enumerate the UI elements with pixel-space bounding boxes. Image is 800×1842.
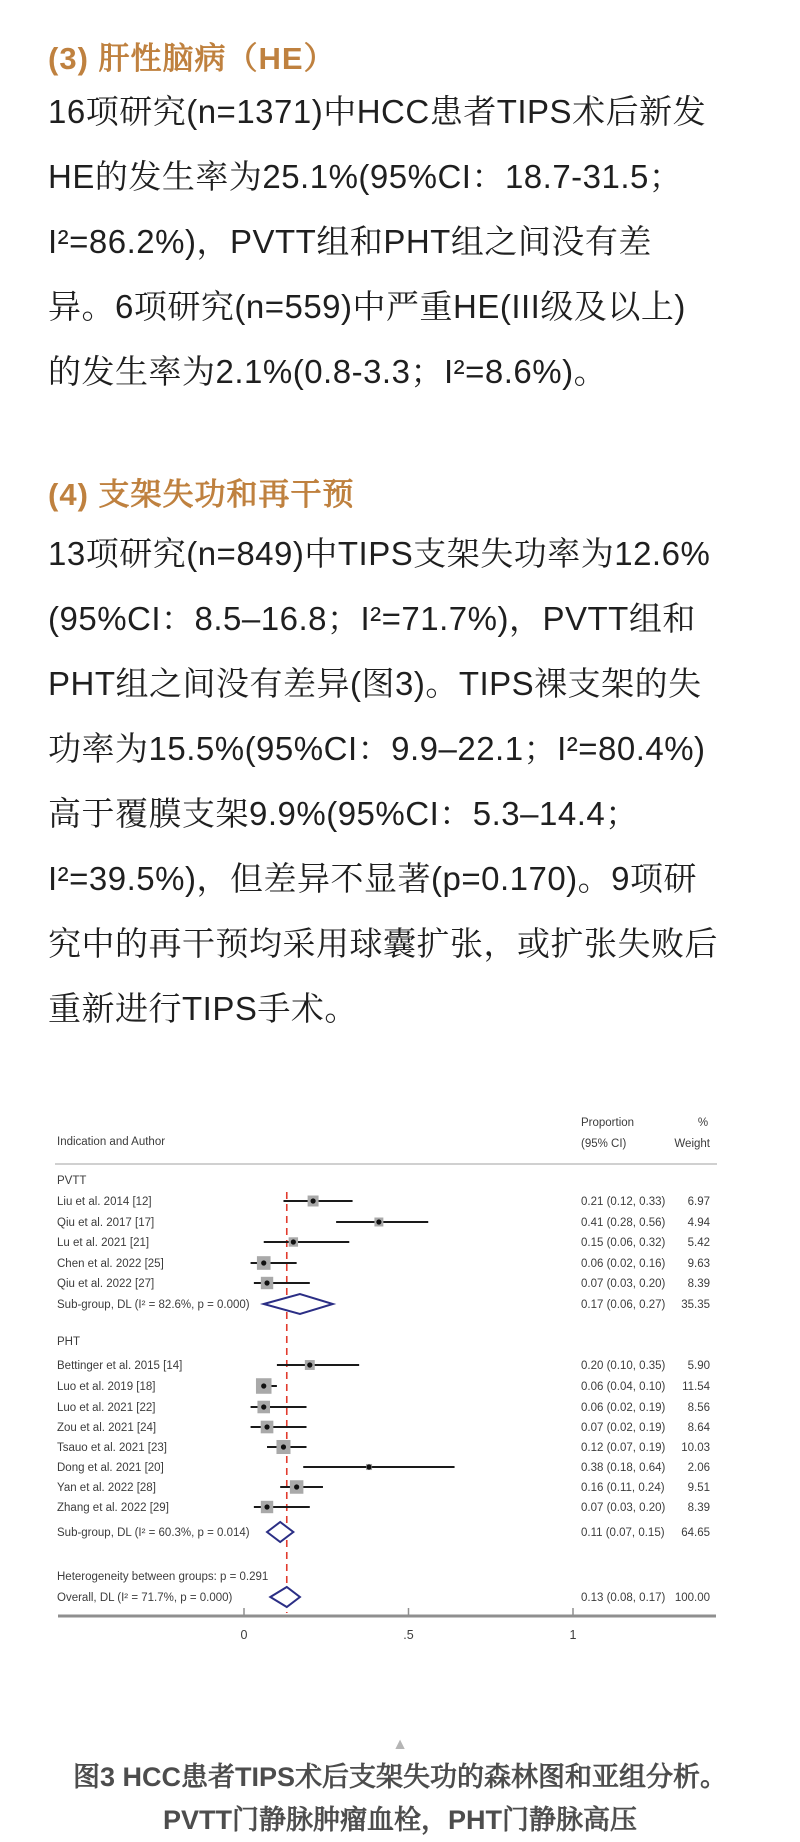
weight-text: 11.54 — [682, 1381, 710, 1393]
column-header-proportion: Proportion — [581, 1117, 635, 1129]
effect-point — [294, 1484, 299, 1489]
weight-text: 4.94 — [687, 1217, 710, 1229]
group-label: PHT — [57, 1336, 80, 1348]
column-header-ci: (95% CI) — [581, 1138, 627, 1150]
paragraph-line: 的发生率为2.1%(0.8-3.3；I²=8.6%)。 — [48, 353, 608, 390]
x-tick-label: 0 — [240, 1628, 248, 1642]
proportion-text: 0.13 (0.08, 0.17) — [581, 1592, 666, 1604]
weight-text: 9.51 — [687, 1482, 710, 1494]
effect-point — [310, 1198, 315, 1203]
paragraph-line: 异。6项研究(n=559)中严重HE(III级及以上) — [48, 288, 686, 325]
study-label: Lu et al. 2021 [21] — [57, 1237, 150, 1249]
effect-point — [281, 1444, 286, 1449]
proportion-text: 0.06 (0.04, 0.10) — [581, 1381, 666, 1393]
column-header-percent: % — [697, 1117, 709, 1129]
study-label: Luo et al. 2021 [22] — [57, 1402, 156, 1414]
study-label: Tsauo et al. 2021 [23] — [57, 1442, 167, 1454]
x-tick-label: .5 — [403, 1628, 414, 1642]
proportion-text: 0.21 (0.12, 0.33) — [581, 1196, 666, 1208]
proportion-text: 0.15 (0.06, 0.32) — [581, 1237, 666, 1249]
proportion-text: 0.17 (0.06, 0.27) — [581, 1299, 666, 1311]
proportion-text: 0.12 (0.07, 0.19) — [581, 1442, 666, 1454]
study-label: Qiu et al. 2017 [17] — [57, 1217, 155, 1229]
effect-point — [291, 1239, 296, 1244]
study-label: Qiu et al. 2022 [27] — [57, 1278, 155, 1290]
paragraph-line: PHT组之间没有差异(图3)。TIPS裸支架的失 — [48, 665, 702, 702]
paragraph-line: HE的发生率为25.1%(95%CI：18.7-31.5； — [48, 158, 683, 195]
subgroup-label: Sub-group, DL (I² = 82.6%, p = 0.000) — [57, 1299, 250, 1311]
study-label: Zhang et al. 2022 [29] — [57, 1502, 169, 1514]
weight-text: 6.97 — [687, 1196, 710, 1208]
section-heading-stent: (4) 支架失功和再干预 — [48, 477, 355, 512]
proportion-text: 0.06 (0.02, 0.19) — [581, 1402, 666, 1414]
effect-point — [376, 1219, 381, 1224]
weight-text: 2.06 — [687, 1462, 710, 1474]
group-label: PVTT — [57, 1175, 87, 1187]
study-label: Luo et al. 2019 [18] — [57, 1381, 156, 1393]
heterogeneity-note: Heterogeneity between groups: p = 0.291 — [57, 1571, 269, 1583]
paragraph-line: 究中的再干预均采用球囊扩张，或扩张失败后 — [48, 925, 718, 962]
paragraph-line: I²=39.5%)，但差异不显著(p=0.170)。9项研 — [48, 860, 698, 897]
paragraph-line: 高于覆膜支架9.9%(95%CI：5.3–14.4； — [48, 795, 639, 832]
study-label: Dong et al. 2021 [20] — [57, 1462, 164, 1474]
weight-text: 100.00 — [674, 1592, 710, 1604]
paragraph-line: I²=86.2%)，PVTT组和PHT组之间没有差 — [48, 223, 652, 260]
subgroup-label: Sub-group, DL (I² = 60.3%, p = 0.014) — [57, 1527, 250, 1539]
pooled-diamond — [270, 1587, 300, 1607]
paragraph-stent — [48, 521, 760, 1041]
weight-text: 35.35 — [681, 1299, 710, 1311]
proportion-text: 0.07 (0.02, 0.19) — [581, 1422, 666, 1434]
paragraph-line: 重新进行TIPS手术。 — [48, 990, 358, 1027]
effect-point — [261, 1404, 266, 1409]
study-label: Liu et al. 2014 [12] — [57, 1196, 152, 1208]
proportion-text: 0.07 (0.03, 0.20) — [581, 1502, 666, 1514]
paragraph-line: 功率为15.5%(95%CI：9.9–22.1；I²=80.4%) — [48, 730, 706, 767]
study-label: Chen et al. 2022 [25] — [57, 1258, 164, 1270]
paragraph-line: 13项研究(n=849)中TIPS支架失功率为12.6% — [48, 535, 711, 572]
effect-point — [264, 1280, 269, 1285]
effect-point — [264, 1424, 269, 1429]
figure-caption-line: 图3 HCC患者TIPS术后支架失功的森林图和亚组分析。 — [72, 1762, 728, 1792]
figure-caption-line: PVTT门静脉肿瘤血栓，PHT门静脉高压 — [162, 1805, 637, 1835]
weight-text: 8.39 — [687, 1502, 710, 1514]
study-label: Yan et al. 2022 [28] — [57, 1482, 156, 1494]
effect-point — [261, 1383, 266, 1388]
weight-text: 9.63 — [687, 1258, 710, 1270]
x-tick-label: 1 — [569, 1628, 577, 1642]
column-header-weight: Weight — [674, 1138, 710, 1150]
proportion-text: 0.07 (0.03, 0.20) — [581, 1278, 666, 1290]
study-label: Zou et al. 2021 [24] — [57, 1422, 157, 1434]
weight-text: 5.90 — [687, 1360, 710, 1372]
proportion-text: 0.38 (0.18, 0.64) — [581, 1462, 666, 1474]
study-label: Bettinger et al. 2015 [14] — [57, 1360, 183, 1372]
paragraph-he — [48, 79, 760, 404]
pooled-diamond — [264, 1294, 333, 1314]
forest-plot-figure — [0, 1108, 800, 1668]
effect-point — [264, 1504, 269, 1509]
weight-text: 8.64 — [687, 1422, 710, 1434]
forest-plot-svg — [0, 1108, 800, 1668]
collapse-arrow-icon[interactable]: ▲ — [392, 1736, 408, 1753]
proportion-text: 0.16 (0.11, 0.24) — [581, 1482, 665, 1494]
weight-text: 10.03 — [681, 1442, 710, 1454]
weight-text: 5.42 — [687, 1237, 710, 1249]
paragraph-line: 16项研究(n=1371)中HCC患者TIPS术后新发 — [48, 93, 707, 130]
proportion-text: 0.06 (0.02, 0.16) — [581, 1258, 666, 1270]
proportion-text: 0.41 (0.28, 0.56) — [581, 1217, 666, 1229]
effect-point — [366, 1464, 371, 1469]
weight-text: 64.65 — [681, 1527, 710, 1539]
subgroup-label: Overall, DL (I² = 71.7%, p = 0.000) — [57, 1592, 233, 1604]
weight-text: 8.56 — [687, 1402, 710, 1414]
figure-caption — [0, 1756, 800, 1842]
pooled-diamond — [267, 1522, 293, 1542]
weight-text: 8.39 — [687, 1278, 710, 1290]
proportion-text: 0.20 (0.10, 0.35) — [581, 1360, 666, 1372]
effect-point — [261, 1260, 266, 1265]
proportion-text: 0.11 (0.07, 0.15) — [581, 1527, 665, 1539]
paragraph-line: (95%CI：8.5–16.8；I²=71.7%)，PVTT组和 — [48, 600, 696, 637]
column-header-indication: Indication and Author — [57, 1136, 166, 1148]
effect-point — [307, 1362, 312, 1367]
section-heading-he: (3) 肝性脑病（HE） — [48, 41, 336, 76]
